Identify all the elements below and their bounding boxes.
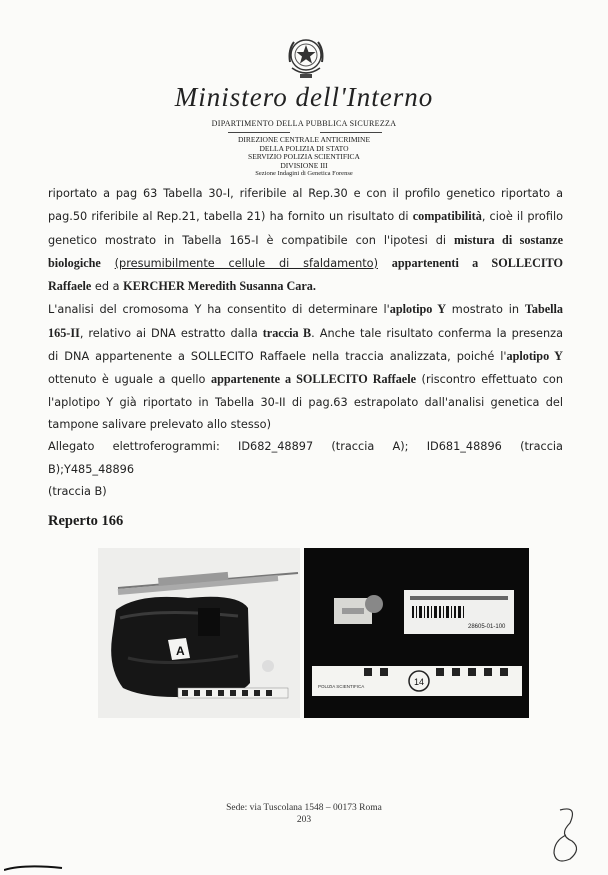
evidence-photo-right [304,548,529,718]
republic-emblem-icon [284,32,328,82]
text-line: biologiche (presumibilmente cellule di sfaldamento) appartenenti a SOLLECITO [48,255,564,270]
ruler-label: POLIZIA SCIENTIFICA [318,684,365,689]
barcode-number: 28605-01-100 [468,624,506,630]
evidence-tag-letter: A [176,644,185,658]
text-line: pag.50 riferibile al Rep.21, tabella 21) ha fornito un risultato di compatibilità, cioè il profilo [48,209,564,224]
direction-line: Sezione Indagini di Genetica Forense [255,170,353,178]
header-divider-right [320,132,382,133]
page-footer [0,803,608,826]
text-line: Allegato elettroferogrammi: ID682_48897 (traccia A); ID681_48896 (traccia B);Y485_48896 [48,440,563,476]
direction-line: DIVISIONE III [280,160,328,170]
evidence-photo-left-image [98,548,300,718]
text-line: l'aplotipo Y già riportato in Tabella 30-II di pag.63 estrapolato dall'analisi genetica del [48,395,563,409]
footer-address: Sede: via Tuscolana 1548 – 00173 Roma [226,803,382,813]
direction-line: DELLA POLIZIA DI STATO [259,143,349,153]
text-line: ottenuto è uguale a quello appartenente a SOLLECITO Raffaele (riscontro effettuato con [48,372,563,387]
ruler-circle-number: 14 [414,677,425,687]
text-line: genetico mostrato in Tabella 165-I è compatibile con l'ipotesi di mistura di sostanze [48,232,563,247]
evidence-photo-left [98,548,300,718]
text-line: di DNA appartenente a SOLLECITO Raffaele nella traccia analizzata, poiché l'aplotipo Y [48,349,563,364]
section-heading: Reperto 166 [48,513,124,529]
text-line: Raffaele ed a KERCHER Meredith Susanna Cara. [48,279,316,294]
handwritten-initials-icon [548,805,588,867]
direction-line: DIREZIONE CENTRALE ANTICRIMINE [237,135,371,144]
page-number: 203 [296,814,312,825]
ministry-title: Ministero dell'Interno [174,82,434,112]
department-name: DIPARTIMENTO DELLA PUBBLICA SICUREZZA [211,119,397,128]
text-line: 165-II, relativo ai DNA estratto dalla traccia B. Anche tale risultato conferma la presenza [48,325,563,340]
scan-mark-icon [4,858,64,872]
text-line: riportato a pag 63 Tabella 30-I, riferibile al Rep.30 e con il profilo genetico riportato a [48,187,563,200]
direction-block [0,136,608,179]
text-line: (traccia B) [48,484,107,498]
text-line: tampone salivare prelevato allo stesso) [48,417,271,431]
evidence-photo-right-image [304,548,529,718]
header-divider-left [228,132,290,133]
report-body [48,183,563,503]
direction-line: SERVIZIO POLIZIA SCIENTIFICA [248,152,360,162]
text-line: L'analisi del cromosoma Y ha consentito di determinare l'aplotipo Y mostrato in Tabella [48,302,563,317]
